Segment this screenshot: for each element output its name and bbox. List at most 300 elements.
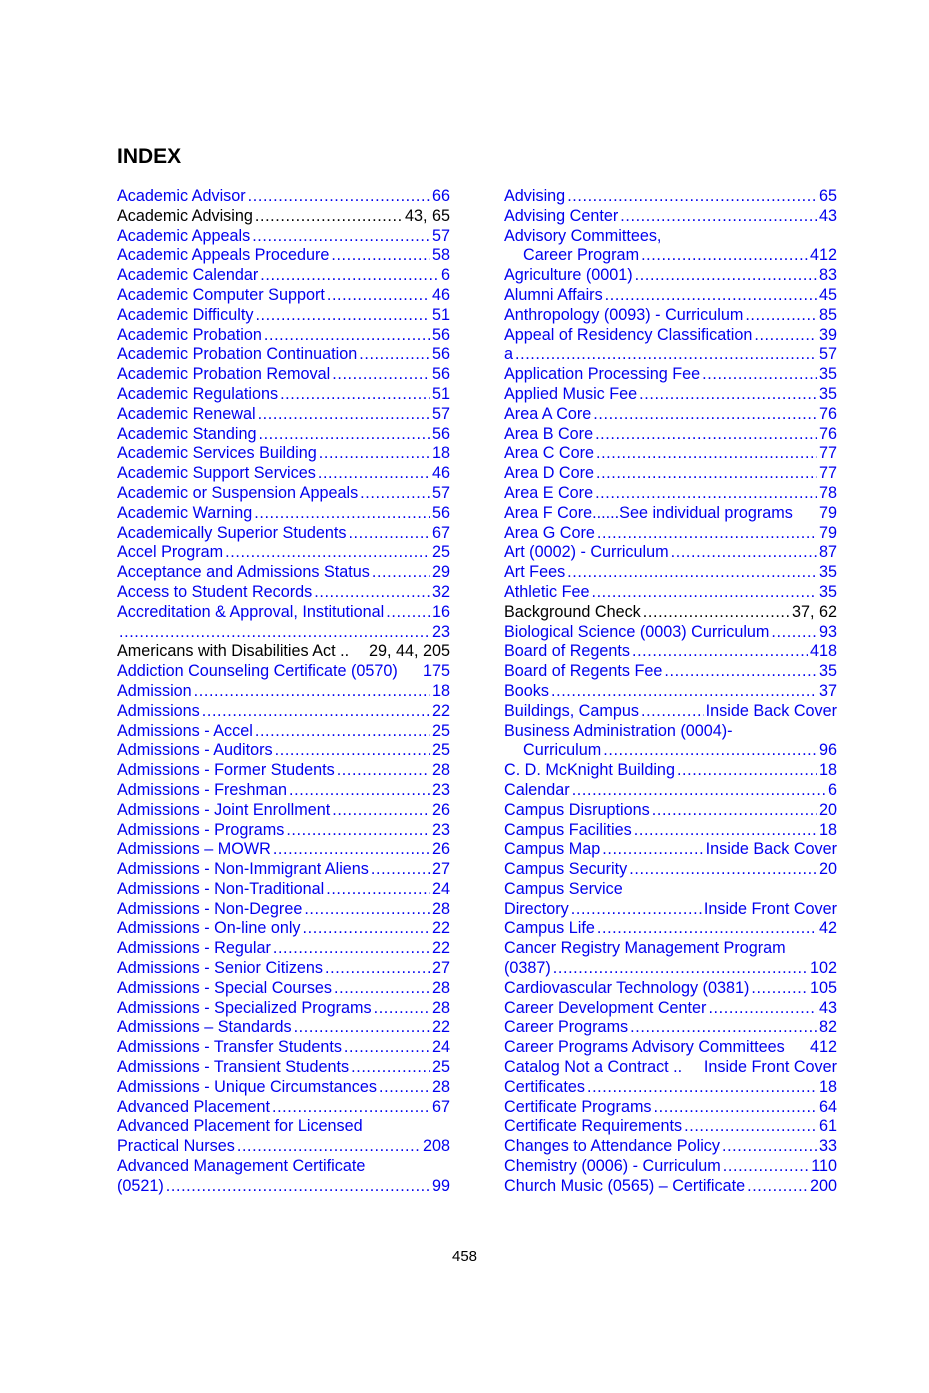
index-entry-label: Accreditation & Approval, Institutional	[117, 602, 385, 621]
index-entry[interactable]	[117, 1058, 450, 1078]
index-entry[interactable]	[504, 959, 837, 979]
dot-leader	[294, 1018, 430, 1038]
index-entry-page: 51	[431, 305, 450, 324]
index-entry-page: 43	[818, 206, 837, 225]
index-entry-label: Alumni Affairs	[504, 285, 603, 304]
index-entry-label: Academic Difficulty	[117, 305, 254, 324]
index-entry[interactable]	[117, 563, 450, 583]
index-entry[interactable]	[504, 464, 837, 484]
index-entry-page: 39	[818, 325, 837, 344]
index-entry-page: 93	[818, 622, 837, 641]
dot-leader	[344, 1038, 430, 1058]
dot-leader	[671, 543, 817, 563]
index-entry[interactable]	[504, 444, 837, 464]
index-entry[interactable]	[504, 722, 837, 742]
index-entry-label: Chemistry (0006) - Curriculum	[504, 1157, 721, 1176]
index-entry[interactable]	[117, 1137, 450, 1157]
index-entry-label: Admissions – MOWR	[117, 840, 271, 859]
index-entry[interactable]	[504, 702, 837, 722]
dot-leader	[595, 484, 817, 504]
index-entry-page: 79	[818, 523, 837, 542]
dot-leader	[255, 306, 430, 326]
index-entry[interactable]	[504, 306, 837, 326]
dot-leader	[273, 939, 430, 959]
index-entry-page: 28	[431, 899, 450, 918]
index-entry-label: Career Programs	[504, 1018, 629, 1037]
dot-leader	[337, 761, 430, 781]
dot-leader	[630, 1018, 817, 1038]
index-entry[interactable]	[117, 959, 450, 979]
index-entry[interactable]	[117, 900, 450, 920]
index-entry[interactable]	[117, 306, 450, 326]
index-entry-page: 175	[422, 662, 450, 681]
index-entry-page: 42	[818, 919, 837, 938]
index-entry-label: Cardiovascular Technology (0381)	[504, 978, 750, 997]
index-entry[interactable]	[117, 504, 450, 524]
index-entry[interactable]	[504, 603, 837, 623]
index-entry[interactable]	[504, 1157, 837, 1177]
index-entry-page: 26	[431, 840, 450, 859]
dot-leader	[745, 306, 817, 326]
index-entry[interactable]	[117, 821, 450, 841]
index-entry-label: Curriculum	[523, 741, 602, 760]
index-entry-label: Academic Probation Continuation	[117, 345, 358, 364]
index-entry-label: Art (0002) - Curriculum	[504, 543, 669, 562]
index-entry-page: Inside Back Cover	[705, 701, 837, 720]
dot-leader	[304, 900, 430, 920]
index-entry-page: 20	[818, 860, 837, 879]
index-entry[interactable]	[504, 662, 837, 682]
index-entry[interactable]	[504, 840, 837, 860]
index-entry-page: 18	[818, 820, 837, 839]
index-entry[interactable]	[117, 939, 450, 959]
index-entry-label: Admissions - Freshman	[117, 780, 288, 799]
index-entry[interactable]	[117, 405, 450, 425]
index-entry-page: 57	[431, 483, 450, 502]
index-entry[interactable]	[504, 623, 837, 643]
index-entry-page: 46	[431, 285, 450, 304]
dot-leader	[166, 1177, 430, 1197]
index-entry-page: 46	[431, 464, 450, 483]
index-entry-label: Academic Standing	[117, 424, 257, 443]
dot-leader	[273, 840, 430, 860]
index-entry-label: Admissions - Non-Traditional	[117, 879, 325, 898]
index-entry[interactable]	[504, 484, 837, 504]
dot-leader	[264, 326, 430, 346]
index-entry-page: 37, 62	[791, 602, 837, 621]
index-entry[interactable]	[504, 187, 837, 207]
index-entry-page: 57	[431, 404, 450, 423]
index-entry[interactable]	[117, 761, 450, 781]
index-entry[interactable]	[504, 246, 837, 266]
dot-leader	[641, 702, 704, 722]
index-entry-label: Area C Core	[504, 444, 594, 463]
dot-leader	[360, 484, 430, 504]
index-entry[interactable]	[504, 682, 837, 702]
index-entry-page: 20	[818, 800, 837, 819]
index-entry[interactable]	[117, 543, 450, 563]
index-entry-page: Inside Back Cover	[705, 840, 837, 859]
index-entry-label: Admissions - Former Students	[117, 761, 335, 780]
index-entry-label: Academically Superior Students	[117, 523, 347, 542]
index-entry-page: 28	[431, 1077, 450, 1096]
index-entry[interactable]	[117, 781, 450, 801]
index-entry-page: Inside Front Cover	[703, 899, 837, 918]
dot-leader	[258, 425, 430, 445]
index-entry-label: Area F Core......See individual programs	[504, 503, 793, 522]
index-entry-label: Admissions - Unique Circumstances	[117, 1077, 377, 1096]
index-entry-label: Art Fees	[504, 563, 566, 582]
index-entry[interactable]	[117, 524, 450, 544]
index-entry-label: Advanced Placement	[117, 1097, 270, 1116]
index-entry-page: 57	[818, 345, 837, 364]
index-entry[interactable]	[504, 1058, 837, 1078]
index-entry-page: Inside Front Cover	[703, 1058, 837, 1077]
dot-leader	[272, 1098, 430, 1118]
index-entry-label: Campus Disruptions	[504, 800, 650, 819]
index-entry-page: 87	[818, 543, 837, 562]
index-entry-label: Academic Probation Removal	[117, 365, 331, 384]
index-entry-page: 22	[431, 939, 450, 958]
index-entry[interactable]	[117, 1177, 450, 1197]
dot-leader	[348, 524, 430, 544]
index-entry-label: Admissions - Non-Degree	[117, 899, 303, 918]
index-entry[interactable]	[117, 840, 450, 860]
index-entry[interactable]	[504, 761, 837, 781]
index-entry-label: (0387)	[504, 959, 551, 978]
index-entry[interactable]	[117, 1018, 450, 1038]
index-entry-page: 18	[818, 1077, 837, 1096]
index-entry[interactable]	[504, 999, 837, 1019]
index-entry-page: 23	[431, 780, 450, 799]
index-entry[interactable]	[117, 999, 450, 1019]
index-entry-label: Academic Computer Support	[117, 285, 325, 304]
index-entry-label: Academic Probation	[117, 325, 262, 344]
index-entry-page: 67	[431, 1097, 450, 1116]
index-entry-label: Athletic Fee	[504, 582, 590, 601]
index-entry-label: Admissions - On-line only	[117, 919, 301, 938]
index-entry[interactable]	[117, 642, 450, 662]
index-entry-page: 35	[818, 582, 837, 601]
index-entry-page: 412	[809, 246, 837, 265]
dot-leader	[334, 979, 430, 999]
index-entry-page: 43, 65	[404, 206, 450, 225]
index-entry[interactable]	[504, 583, 837, 603]
index-entry-label: Admissions - Specialized Programs	[117, 998, 372, 1017]
index-entry[interactable]	[117, 741, 450, 761]
index-entry-label: Admissions - Special Courses	[117, 978, 333, 997]
index-entry-label: Changes to Attendance Policy	[504, 1137, 720, 1156]
index-entry-label: Career Programs Advisory Committees	[504, 1038, 785, 1057]
index-entry[interactable]	[504, 563, 837, 583]
index-entry-label: Accel Program	[117, 543, 224, 562]
index-entry[interactable]	[117, 286, 450, 306]
index-entry-page: 32	[431, 582, 450, 601]
dot-leader	[318, 464, 430, 484]
index-entry-label: Background Check	[504, 602, 641, 621]
index-entry-label: Advising	[504, 187, 566, 205]
index-entry[interactable]	[504, 266, 837, 286]
dot-leader	[319, 444, 430, 464]
index-entry[interactable]	[504, 504, 837, 524]
dot-leader	[635, 266, 817, 286]
index-entry[interactable]	[117, 1078, 450, 1098]
index-entry-page: 22	[431, 919, 450, 938]
index-entry[interactable]	[504, 1078, 837, 1098]
dot-leader	[620, 207, 817, 227]
index-entry-page: 57	[431, 226, 450, 245]
dot-leader	[225, 543, 430, 563]
dot-leader	[248, 187, 430, 207]
index-entry[interactable]	[117, 187, 450, 207]
index-entry-label: Academic Calendar	[117, 266, 259, 285]
index-entry[interactable]	[117, 623, 450, 643]
index-entry[interactable]	[117, 583, 450, 603]
index-entry-page: 22	[431, 701, 450, 720]
index-entry[interactable]	[117, 880, 450, 900]
dot-leader	[652, 801, 817, 821]
index-entry[interactable]	[504, 207, 837, 227]
index-entry[interactable]	[504, 524, 837, 544]
dot-leader	[237, 1137, 421, 1157]
dot-leader	[202, 702, 430, 722]
index-entry-page: 27	[431, 959, 450, 978]
dot-leader	[596, 464, 817, 484]
index-entry[interactable]	[117, 1117, 450, 1137]
dot-leader	[629, 860, 817, 880]
index-entry[interactable]	[117, 1157, 450, 1177]
index-entry-label: Certificate Programs	[504, 1097, 652, 1116]
index-entry-label: Admissions - Accel	[117, 721, 253, 740]
index-entry[interactable]	[117, 682, 450, 702]
index-entry[interactable]	[504, 227, 837, 247]
index-entry-page: 24	[431, 1038, 450, 1057]
dot-leader	[643, 603, 790, 623]
index-column-left	[117, 187, 450, 1197]
index-entry-label: Campus Life	[504, 919, 595, 938]
index-entry-page: 25	[431, 543, 450, 562]
dot-leader	[371, 860, 430, 880]
index-entry[interactable]	[504, 919, 837, 939]
index-entry-page: 56	[431, 424, 450, 443]
index-entry-label: Cancer Registry Management Program	[504, 939, 786, 958]
index-entry[interactable]	[117, 464, 450, 484]
index-entry-label: Area E Core	[504, 483, 594, 502]
index-entry-label: (0521)	[117, 1176, 164, 1195]
index-entry-page: 82	[818, 1018, 837, 1037]
dot-leader	[751, 979, 808, 999]
index-entry[interactable]	[117, 1098, 450, 1118]
index-entry-page: 58	[431, 246, 450, 265]
index-entry[interactable]	[117, 246, 450, 266]
index-entry[interactable]	[117, 919, 450, 939]
index-entry-page: 37	[818, 681, 837, 700]
index-entry[interactable]	[504, 543, 837, 563]
index-entry-page: 418	[809, 642, 837, 661]
index-entry[interactable]	[504, 1098, 837, 1118]
index-entry[interactable]	[117, 1038, 450, 1058]
index-entry[interactable]	[117, 662, 450, 682]
dot-leader	[254, 504, 430, 524]
index-entry-page: 67	[431, 523, 450, 542]
page-number: 458	[451, 1248, 478, 1265]
index-entry[interactable]	[504, 405, 837, 425]
index-entry[interactable]	[504, 979, 837, 999]
dot-leader	[359, 345, 430, 365]
index-entry[interactable]	[504, 286, 837, 306]
dot-leader	[677, 761, 817, 781]
index-entry-page: 110	[811, 1157, 837, 1176]
index-entry[interactable]	[117, 365, 450, 385]
index-entry-label: Area D Core	[504, 464, 594, 483]
dot-leader	[708, 999, 817, 1019]
index-entry-page: 28	[431, 998, 450, 1017]
index-entry[interactable]	[504, 880, 837, 900]
dot-leader	[587, 1078, 817, 1098]
index-entry[interactable]	[117, 722, 450, 742]
index-entry-page: 64	[818, 1097, 837, 1116]
index-entry-label: Application Processing Fee	[504, 365, 701, 384]
dot-leader	[386, 603, 430, 623]
index-entry-page: 23	[431, 820, 450, 839]
dot-leader	[603, 741, 817, 761]
index-entry[interactable]	[117, 345, 450, 365]
index-entry[interactable]	[504, 345, 837, 365]
dot-leader	[260, 266, 439, 286]
index-entry-label: Applied Music Fee	[504, 384, 638, 403]
dot-leader	[255, 722, 430, 742]
index-entry-label: Academic Services Building	[117, 444, 317, 463]
index-entry-page: 56	[431, 345, 450, 364]
index-entry[interactable]	[504, 801, 837, 821]
index-entry-page: 76	[818, 404, 837, 423]
dot-leader	[286, 821, 430, 841]
index-entry[interactable]	[117, 603, 450, 623]
index-entry[interactable]	[504, 326, 837, 346]
dot-leader	[595, 425, 817, 445]
index-entry[interactable]	[504, 1117, 837, 1137]
index-entry[interactable]	[117, 266, 450, 286]
index-entry[interactable]	[117, 860, 450, 880]
index-entry-label: Board of Regents Fee	[504, 662, 663, 681]
index-entry[interactable]	[117, 227, 450, 247]
index-entry-label: Anthropology (0093) - Curriculum	[504, 305, 744, 324]
index-entry[interactable]	[504, 425, 837, 445]
index-entry-page: 23	[431, 622, 450, 641]
index-entry-label: Area A Core	[504, 404, 592, 423]
index-entry-page: 18	[431, 681, 450, 700]
dot-leader	[639, 385, 817, 405]
index-entry[interactable]	[117, 484, 450, 504]
index-entry[interactable]	[504, 781, 837, 801]
index-entry-label: Campus Security	[504, 860, 628, 879]
index-entry-label: Advisory Committees,	[504, 226, 662, 245]
index-entry-label: Church Music (0565) – Certificate	[504, 1176, 746, 1195]
index-entry[interactable]	[117, 444, 450, 464]
index-entry-page: 77	[818, 444, 837, 463]
index-entry-page: 45	[818, 285, 837, 304]
index-entry-label: Academic Regulations	[117, 384, 279, 403]
dot-leader	[326, 880, 430, 900]
dot-leader	[252, 227, 430, 247]
index-column-right	[504, 187, 837, 1197]
index-entry-label: Campus Service	[504, 879, 623, 898]
index-entry[interactable]	[504, 939, 837, 959]
index-entry-page: 412	[809, 1038, 837, 1057]
dot-leader	[255, 207, 403, 227]
index-entry-page: 25	[431, 741, 450, 760]
dot-leader	[372, 563, 430, 583]
index-entry-page: 208	[422, 1137, 450, 1156]
index-entry-label: Certificate Requirements	[504, 1117, 683, 1136]
index-entry[interactable]	[504, 1177, 837, 1197]
index-entry[interactable]	[117, 979, 450, 999]
index-entry[interactable]	[504, 860, 837, 880]
index-entry-page: 33	[818, 1137, 837, 1156]
dot-leader	[641, 246, 808, 266]
index-entry[interactable]	[117, 326, 450, 346]
index-entry-label: Agriculture (0001)	[504, 266, 633, 285]
index-entry-label: Area G Core	[504, 523, 595, 542]
index-entry-page: 56	[431, 365, 450, 384]
dot-leader	[551, 682, 817, 702]
index-entry[interactable]	[117, 801, 450, 821]
index-entry-page: 28	[431, 978, 450, 997]
index-entry-label: Admissions – Standards	[117, 1018, 292, 1037]
index-entry-page: 27	[431, 860, 450, 879]
index-entry-label: Academic Appeals	[117, 226, 251, 245]
index-entry[interactable]	[504, 642, 837, 662]
dot-leader	[597, 524, 817, 544]
index-entry-label: Americans with Disabilities Act ..	[117, 642, 350, 661]
index-entry-page: 85	[818, 305, 837, 324]
index-entry[interactable]	[117, 385, 450, 405]
index-entry-page: 96	[818, 741, 837, 760]
dot-leader	[654, 1098, 817, 1118]
index-entry-page: 29, 44, 205	[368, 642, 450, 661]
index-entry-label: Academic Support Services	[117, 464, 316, 483]
index-entry[interactable]	[117, 702, 450, 722]
index-entry-page: 29	[431, 563, 450, 582]
index-entry[interactable]	[504, 365, 837, 385]
index-entry-page: 28	[431, 761, 450, 780]
dot-leader	[258, 405, 430, 425]
dot-leader	[194, 682, 430, 702]
index-entry-label: Admissions	[117, 701, 200, 720]
dot-leader	[331, 246, 430, 266]
index-entry-page: 83	[818, 266, 837, 285]
dot-leader	[771, 623, 817, 643]
index-entry[interactable]	[117, 207, 450, 227]
index-entry-page: 65	[818, 187, 837, 205]
index-entry[interactable]	[504, 741, 837, 761]
dot-leader	[567, 563, 817, 583]
index-entry[interactable]	[504, 900, 837, 920]
index-entry-page: 51	[431, 384, 450, 403]
index-entry[interactable]	[504, 385, 837, 405]
index-entry-page: 79	[818, 503, 837, 522]
dot-leader	[597, 919, 817, 939]
dot-leader	[571, 900, 702, 920]
index-entry-label: Access to Student Records	[117, 582, 313, 601]
index-entry-label: Academic Renewal	[117, 404, 256, 423]
index-entry[interactable]	[504, 1018, 837, 1038]
dot-leader	[351, 1058, 430, 1078]
index-entry[interactable]	[504, 821, 837, 841]
index-entry[interactable]	[504, 1038, 837, 1058]
index-entry[interactable]	[504, 1137, 837, 1157]
index-entry[interactable]	[117, 425, 450, 445]
